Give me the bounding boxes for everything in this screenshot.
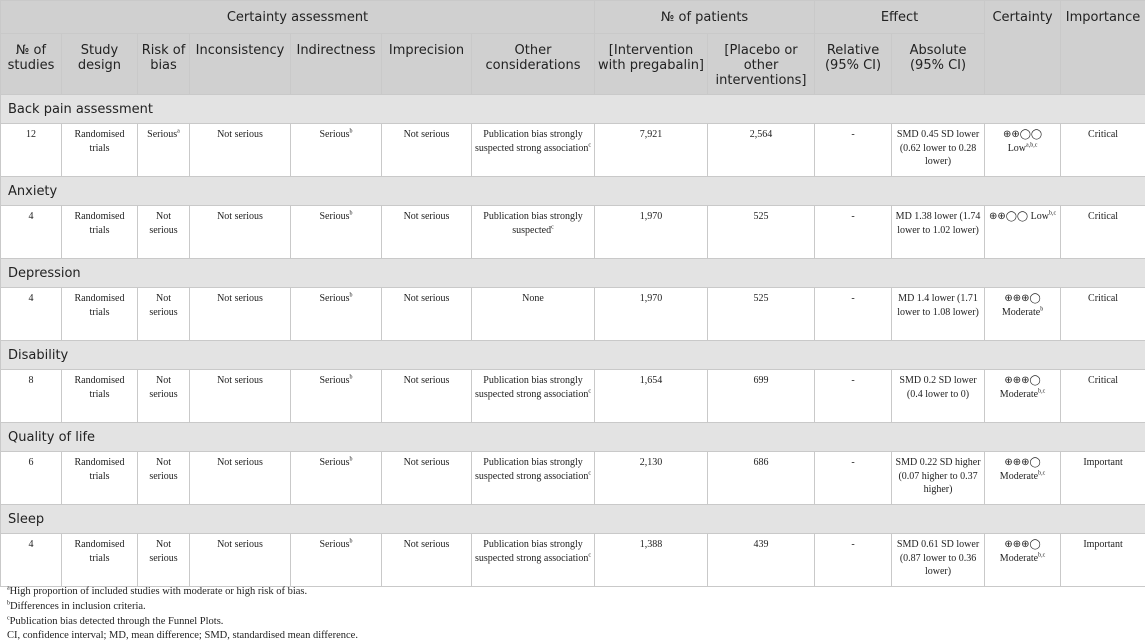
cell-relative: -	[815, 534, 892, 587]
cell-relative: -	[815, 288, 892, 341]
cell-imprecision: Not serious	[382, 206, 472, 259]
cell-placebo: 2,564	[708, 124, 815, 177]
col-risk-of-bias: Risk of bias	[138, 34, 190, 95]
cell-certainty: ⊕⊕⊕◯ Moderate$^{b,c}$	[985, 370, 1061, 423]
cell-imprecision: Not serious	[382, 534, 472, 587]
outcome-name: Quality of life	[1, 423, 1145, 452]
table-row	[1, 124, 1145, 177]
cell-absolute: SMD 0.2 SD lower (0.4 lower to 0)	[892, 370, 985, 423]
outcome-heading-row	[1, 423, 1145, 452]
cell-design: Randomised trials	[62, 534, 138, 587]
table-row	[1, 452, 1145, 505]
cell-studies: 4	[1, 206, 62, 259]
cell-risk: Not serious	[138, 452, 190, 505]
cell-intervention: 1,654	[595, 370, 708, 423]
col-inconsistency: Inconsistency	[190, 34, 291, 95]
cell-inconsistency: Not serious	[190, 452, 291, 505]
outcome-name: Depression	[1, 259, 1145, 288]
outcome-heading-row	[1, 505, 1145, 534]
cell-inconsistency: Not serious	[190, 206, 291, 259]
header-certainty-assessment: Certainty assessment	[1, 1, 595, 34]
col-intervention: [Intervention with pregabalin]	[595, 34, 708, 95]
header-effect: Effect	[815, 1, 985, 34]
cell-studies: 8	[1, 370, 62, 423]
cell-placebo: 525	[708, 288, 815, 341]
cell-inconsistency: Not serious	[190, 288, 291, 341]
cell-other: Publication bias strongly suspected strong association$^c$	[472, 452, 595, 505]
footnote-a: $^a$High proportion of included studies with moderate or high risk of bias.	[7, 585, 308, 597]
cell-risk: Not serious	[138, 534, 190, 587]
cell-certainty: ⊕⊕⊕◯ Moderate$^b$	[985, 288, 1061, 341]
cell-studies: 12	[1, 124, 62, 177]
cell-design: Randomised trials	[62, 370, 138, 423]
cell-absolute: SMD 0.22 SD higher (0.07 higher to 0.37 higher)	[892, 452, 985, 505]
table-row	[1, 288, 1145, 341]
col-no-of-studies: № of studies	[1, 34, 62, 95]
header-importance: Importance	[1061, 1, 1145, 95]
cell-importance: Critical	[1061, 288, 1145, 341]
cell-risk: Serious$^a$	[138, 124, 190, 177]
cell-importance: Critical	[1061, 124, 1145, 177]
outcome-name: Disability	[1, 341, 1145, 370]
cell-imprecision: Not serious	[382, 288, 472, 341]
cell-inconsistency: Not serious	[190, 370, 291, 423]
cell-inconsistency: Not serious	[190, 534, 291, 587]
cell-importance: Important	[1061, 534, 1145, 587]
cell-absolute: MD 1.4 lower (1.71 lower to 1.08 lower)	[892, 288, 985, 341]
cell-relative: -	[815, 370, 892, 423]
col-absolute: Absolute (95% CI)	[892, 34, 985, 95]
cell-certainty: ⊕⊕⊕◯ Moderate$^{b,c}$	[985, 452, 1061, 505]
cell-importance: Critical	[1061, 370, 1145, 423]
cell-relative: -	[815, 124, 892, 177]
cell-indirectness: Serious$^b$	[291, 534, 382, 587]
cell-design: Randomised trials	[62, 124, 138, 177]
footnote-b: $^b$Differences in inclusion criteria.	[7, 600, 146, 612]
cell-relative: -	[815, 206, 892, 259]
table-row	[1, 534, 1145, 587]
cell-placebo: 699	[708, 370, 815, 423]
col-relative: Relative (95% CI)	[815, 34, 892, 95]
cell-intervention: 2,130	[595, 452, 708, 505]
col-placebo: [Placebo or other interventions]	[708, 34, 815, 95]
cell-risk: Not serious	[138, 288, 190, 341]
col-imprecision: Imprecision	[382, 34, 472, 95]
cell-risk: Not serious	[138, 370, 190, 423]
table-row	[1, 206, 1145, 259]
cell-imprecision: Not serious	[382, 452, 472, 505]
col-study-design: Study design	[62, 34, 138, 95]
cell-absolute: MD 1.38 lower (1.74 lower to 1.02 lower)	[892, 206, 985, 259]
cell-certainty: ⊕⊕◯◯ Low$^{a,b,c}$	[985, 124, 1061, 177]
cell-indirectness: Serious$^b$	[291, 288, 382, 341]
outcome-rows	[1, 95, 1145, 587]
outcome-name: Anxiety	[1, 177, 1145, 206]
cell-absolute: SMD 0.45 SD lower (0.62 lower to 0.28 lower)	[892, 124, 985, 177]
cell-other: Publication bias strongly suspected strong association$^c$	[472, 124, 595, 177]
outcome-heading-row	[1, 95, 1145, 124]
cell-other: Publication bias strongly suspected strong association$^c$	[472, 534, 595, 587]
cell-indirectness: Serious$^b$	[291, 124, 382, 177]
table-row	[1, 370, 1145, 423]
col-indirectness: Indirectness	[291, 34, 382, 95]
cell-design: Randomised trials	[62, 206, 138, 259]
cell-intervention: 1,970	[595, 288, 708, 341]
outcome-heading-row	[1, 259, 1145, 288]
cell-studies: 4	[1, 288, 62, 341]
cell-indirectness: Serious$^b$	[291, 206, 382, 259]
cell-intervention: 1,970	[595, 206, 708, 259]
cell-placebo: 686	[708, 452, 815, 505]
cell-relative: -	[815, 452, 892, 505]
cell-other: None	[472, 288, 595, 341]
cell-absolute: SMD 0.61 SD lower (0.87 lower to 0.36 lower)	[892, 534, 985, 587]
cell-inconsistency: Not serious	[190, 124, 291, 177]
cell-placebo: 439	[708, 534, 815, 587]
cell-placebo: 525	[708, 206, 815, 259]
cell-certainty: ⊕⊕◯◯ Low$^{b,c}$	[985, 206, 1061, 259]
footnote-c: $^c$Publication bias detected through the Funnel Plots.	[7, 615, 224, 627]
header-certainty: Certainty	[985, 1, 1061, 95]
cell-studies: 4	[1, 534, 62, 587]
cell-intervention: 7,921	[595, 124, 708, 177]
outcome-heading-row	[1, 341, 1145, 370]
cell-design: Randomised trials	[62, 288, 138, 341]
cell-certainty: ⊕⊕⊕◯ Moderate$^{b,c}$	[985, 534, 1061, 587]
outcome-heading-row	[1, 177, 1145, 206]
cell-risk: Not serious	[138, 206, 190, 259]
cell-importance: Important	[1061, 452, 1145, 505]
cell-imprecision: Not serious	[382, 124, 472, 177]
cell-other: Publication bias strongly suspected strong association$^c$	[472, 370, 595, 423]
cell-importance: Critical	[1061, 206, 1145, 259]
cell-indirectness: Serious$^b$	[291, 452, 382, 505]
cell-studies: 6	[1, 452, 62, 505]
cell-indirectness: Serious$^b$	[291, 370, 382, 423]
footnote-abbreviations: CI, confidence interval; MD, mean difference; SMD, standardised mean difference.	[7, 630, 358, 641]
cell-intervention: 1,388	[595, 534, 708, 587]
col-other-considerations: Other considerations	[472, 34, 595, 95]
cell-other: Publication bias strongly suspected$^c$	[472, 206, 595, 259]
cell-design: Randomised trials	[62, 452, 138, 505]
cell-imprecision: Not serious	[382, 370, 472, 423]
header-no-of-patients: № of patients	[595, 1, 815, 34]
outcome-name: Back pain assessment	[1, 95, 1145, 124]
outcome-name: Sleep	[1, 505, 1145, 534]
